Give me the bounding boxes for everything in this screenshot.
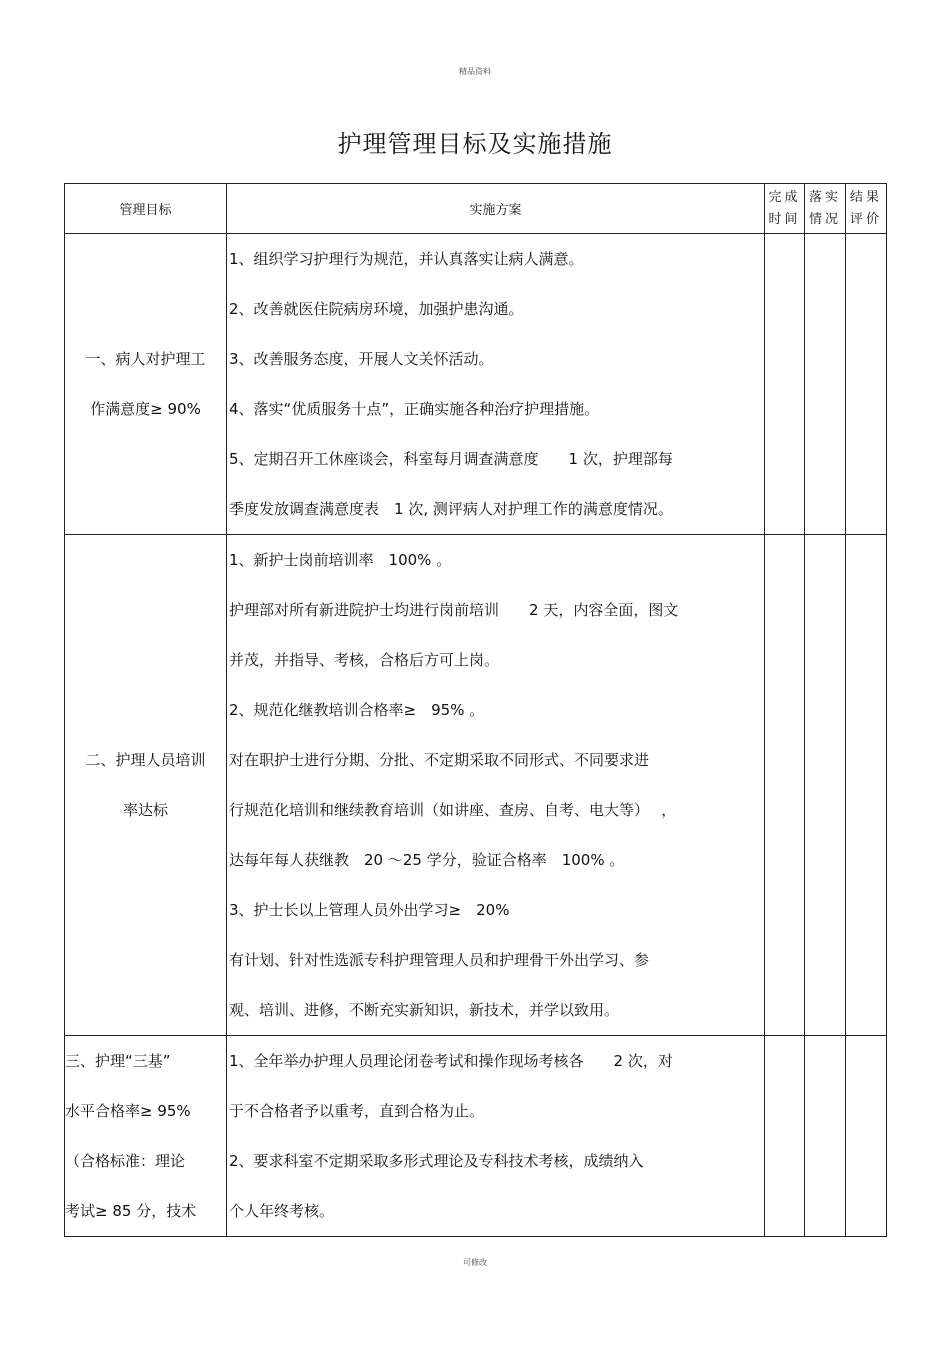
goal-cell-3 (65, 1036, 227, 1237)
result-cell-3 (846, 1036, 887, 1237)
goal-cell-1 (65, 234, 227, 535)
col-header-done-time-line2: 时间 (768, 211, 801, 227)
plan-line: 1、全年举办护理人员理论闭卷考试和操作现场考核各 2 次，对 (229, 1052, 673, 1070)
goal-cell-2 (65, 535, 227, 1036)
table-row (65, 234, 887, 535)
plan-line: 季度发放调查满意度表 1 次, 测评病人对护理工作的满意度情况。 (229, 500, 673, 518)
done-time-cell-3 (765, 1036, 805, 1237)
plan-line: 行规范化培训和继续教育培训（如讲座、查房、自考、电大等） ， (229, 801, 677, 819)
table-row (65, 1036, 887, 1237)
plan-line: 对在职护士进行分期、分批、不定期采取不同形式、不同要求进 (229, 751, 650, 769)
plan-line: 5、定期召开工休座谈会，科室每月调查满意度 1 次，护理部每 (229, 450, 673, 468)
plan-line: 有计划、针对性选派专科护理管理人员和护理骨干外出学习、参 (229, 951, 650, 969)
plan-cell-3 (227, 1036, 765, 1237)
table-row (65, 535, 887, 1036)
plan-line: 3、改善服务态度，开展人文关怀活动。 (229, 350, 494, 368)
col-header-result-line1: 结果 (849, 189, 882, 205)
implement-cell-1 (805, 234, 846, 535)
col-header-implement (805, 184, 846, 234)
implement-cell-2 (805, 535, 846, 1036)
goal-line: 水平合格率≥ 95% (65, 1102, 191, 1120)
result-cell-2 (846, 535, 887, 1036)
goal-line: 三、护理“三基” (65, 1052, 171, 1070)
col-header-done-time (765, 184, 805, 234)
col-header-done-time-line1: 完成 (768, 189, 801, 205)
col-header-implement-line2: 情况 (808, 211, 841, 227)
plan-line: 4、落实“优质服务十点”，正确实施各种治疗护理措施。 (229, 400, 600, 418)
plan-line: 1、新护士岗前培训率 100% 。 (229, 551, 452, 569)
result-cell-1 (846, 234, 887, 535)
plan-line: 达每年每人获继教 20 ～25 学分，验证合格率 100% 。 (229, 851, 625, 869)
plan-cell-2 (227, 535, 765, 1036)
done-time-cell-1 (765, 234, 805, 535)
header-note: 精品资料 (459, 67, 491, 76)
goal-line: 率达标 (122, 801, 168, 819)
implement-cell-3 (805, 1036, 846, 1237)
goal-line: 考试≥ 85 分，技术 (65, 1202, 197, 1220)
done-time-cell-2 (765, 535, 805, 1036)
plan-line: 于不合格者予以重考，直到合格为止。 (229, 1102, 485, 1120)
page-title: 护理管理目标及实施措施 (337, 130, 613, 158)
goal-line: 二、护理人员培训 (85, 751, 206, 769)
col-header-result-line2: 评价 (849, 211, 882, 227)
plan-line: 2、规范化继教培训合格率≥ 95% 。 (229, 701, 485, 719)
plan-line: 2、改善就医住院病房环境，加强护患沟通。 (229, 300, 524, 318)
plan-line: 2、要求科室不定期采取多形式理论及专科技术考核，成绩纳入 (229, 1152, 644, 1170)
col-header-goal: 管理目标 (65, 184, 227, 234)
table-header-row (65, 184, 887, 234)
goals-table (64, 183, 887, 1237)
plan-cell-1 (227, 234, 765, 535)
plan-line: 3、护士长以上管理人员外出学习≥ 20% (229, 901, 510, 919)
footer-note: 可修改 (463, 1258, 487, 1267)
goal-line: 一、病人对护理工 (85, 350, 206, 368)
goal-line: （合格标准：理论 (65, 1152, 186, 1170)
col-header-plan: 实施方案 (227, 184, 765, 234)
plan-line: 并茂，并指导、考核，合格后方可上岗。 (229, 651, 500, 669)
plan-line: 个人年终考核。 (229, 1202, 335, 1220)
goal-line: 作满意度≥ 90% (90, 400, 201, 418)
col-header-result (846, 184, 887, 234)
plan-line: 1、组织学习护理行为规范，并认真落实让病人满意。 (229, 250, 584, 268)
plan-line: 观、培训、进修，不断充实新知识，新技术，并学以致用。 (229, 1001, 620, 1019)
col-header-implement-line1: 落实 (808, 189, 841, 205)
plan-line: 护理部对所有新进院护士均进行岗前培训 2 天，内容全面，图文 (229, 601, 679, 619)
